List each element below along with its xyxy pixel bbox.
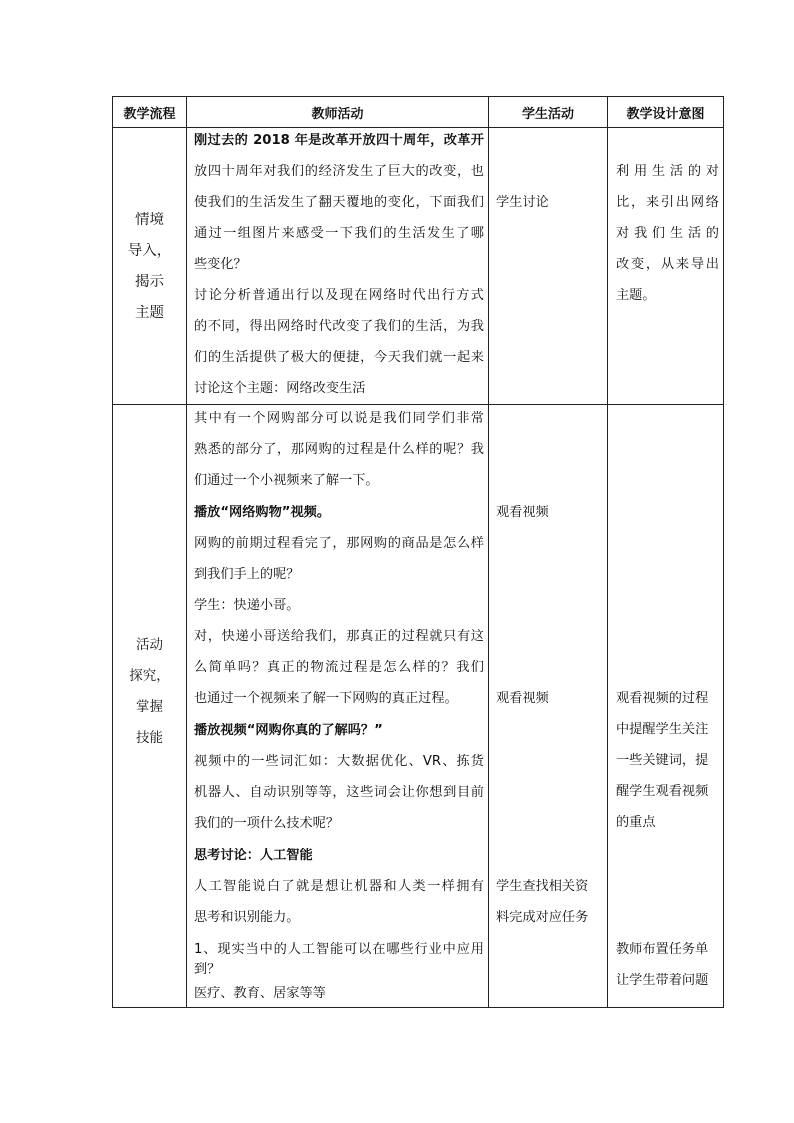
table-header-row [113,97,724,128]
teacher-text: 些变化？ [194,257,247,272]
header-design-intent: 教学设计意图 [608,97,724,128]
design-text: 一些关键词，提 [616,753,709,768]
teacher-activity-cell [187,128,489,405]
design-text: 改变，从来导出 [616,257,719,272]
table-row [113,405,724,1008]
stage-text: 情境 [135,212,164,228]
design-text: 醒学生观看视频 [616,784,709,799]
design-text: 主题。 [616,288,656,303]
stage-text: 揭示 [135,274,164,290]
design-text: 对我们生活的 [616,226,719,241]
teacher-text: 人工智能说白了就是想让机器和人类一样拥有 [194,879,484,894]
teacher-text: 思考讨论：人工智能 [194,848,313,863]
teacher-text: 们的生活提供了极大的便捷，今天我们就一起来 [194,350,484,365]
teacher-text: 播放“网络购物”视频。 [194,505,331,520]
teacher-text: 学生：快递小哥。 [194,598,300,613]
design-text: 比，来引出网络 [616,195,719,210]
teacher-text: 机器人、自动识别等等，这些词会让你想到目前 [194,785,484,800]
stage-text: 导入， [127,243,172,259]
teacher-text: 通过一组图片来感受一下我们的生活发生了哪 [194,226,484,241]
stage-cell [113,405,187,1008]
teacher-text: 熟悉的部分了，那网购的过程是什么样的呢？我 [194,442,484,457]
teacher-text: 放四十周年对我们的经济发生了巨大的改变，也 [194,164,484,179]
teacher-text: 1、现实当中的人工智能可以在哪些行业中应用 [194,942,484,957]
design-text: 中提醒学生关注 [616,722,709,737]
teacher-text: 对，快递小哥送给我们，那真正的过程就只有这 [194,629,484,644]
teacher-text: 到我们手上的呢？ [194,567,300,582]
teacher-activity-cell [187,405,489,1008]
stage-text: 技能 [136,730,163,746]
header-student-activity: 学生活动 [489,97,608,128]
table-row [113,128,724,405]
teacher-text: 播放视频“网购你真的了解吗？” [194,723,383,738]
teacher-text: 讨论分析普通出行以及现在网络时代出行方式 [194,288,484,303]
student-text: 学生讨论 [496,195,549,210]
student-text: 观看视频 [496,691,549,706]
stage-text: 掌握 [136,699,163,715]
teacher-text: 其中有一个网购部分可以说是我们同学们非常 [194,411,484,426]
student-text: 料完成对应任务 [496,910,589,925]
student-activity-cell [489,128,608,405]
teacher-text: 到？ [194,962,221,977]
teacher-text: 网购的前期过程看完了，那网购的商品是怎么样 [194,536,484,551]
teacher-text: 讨论这个主题：网络改变生活 [194,381,366,396]
student-text: 观看视频 [496,505,549,520]
stage-text: 主题 [135,305,164,321]
teacher-text: 刚过去的 2018 年是改革开放四十周年，改革开 [194,133,484,148]
header-stage: 教学流程 [113,97,187,128]
stage-cell [113,128,187,405]
design-text: 教师布置任务单 [616,942,709,957]
teacher-text: 我们的一项什么技术呢？ [194,816,340,831]
design-text: 的重点 [616,815,656,830]
header-teacher-activity: 教师活动 [187,97,489,128]
design-text: 让学生带着问题 [616,973,709,988]
stage-text: 探究， [129,668,170,684]
design-intent-cell [608,405,724,1008]
design-text: 利用生活的对 [616,164,719,179]
teacher-text: 的不同，得出网络时代改变了我们的生活，为我 [194,319,484,334]
teacher-text: 医疗、教育、居家等等 [194,986,326,1001]
teacher-text: 思考和识别能力。 [194,910,300,925]
design-intent-cell [608,128,724,405]
stage-text: 活动 [136,637,163,653]
student-activity-cell [489,405,608,1008]
lesson-plan-table [112,96,724,1008]
teacher-text: 视频中的一些词汇如：大数据优化、VR、拣货 [194,754,484,769]
student-text: 学生查找相关资 [496,879,589,894]
teacher-text: 们通过一个小视频来了解一下。 [194,473,379,488]
teacher-text: 使我们的生活发生了翻天覆地的变化，下面我们 [194,195,484,210]
teacher-text: 么简单吗？真正的物流过程是怎么样的？我们 [194,660,484,675]
teacher-text: 也通过一个视频来了解一下网购的真正过程。 [194,691,458,706]
design-text: 观看视频的过程 [616,691,709,706]
